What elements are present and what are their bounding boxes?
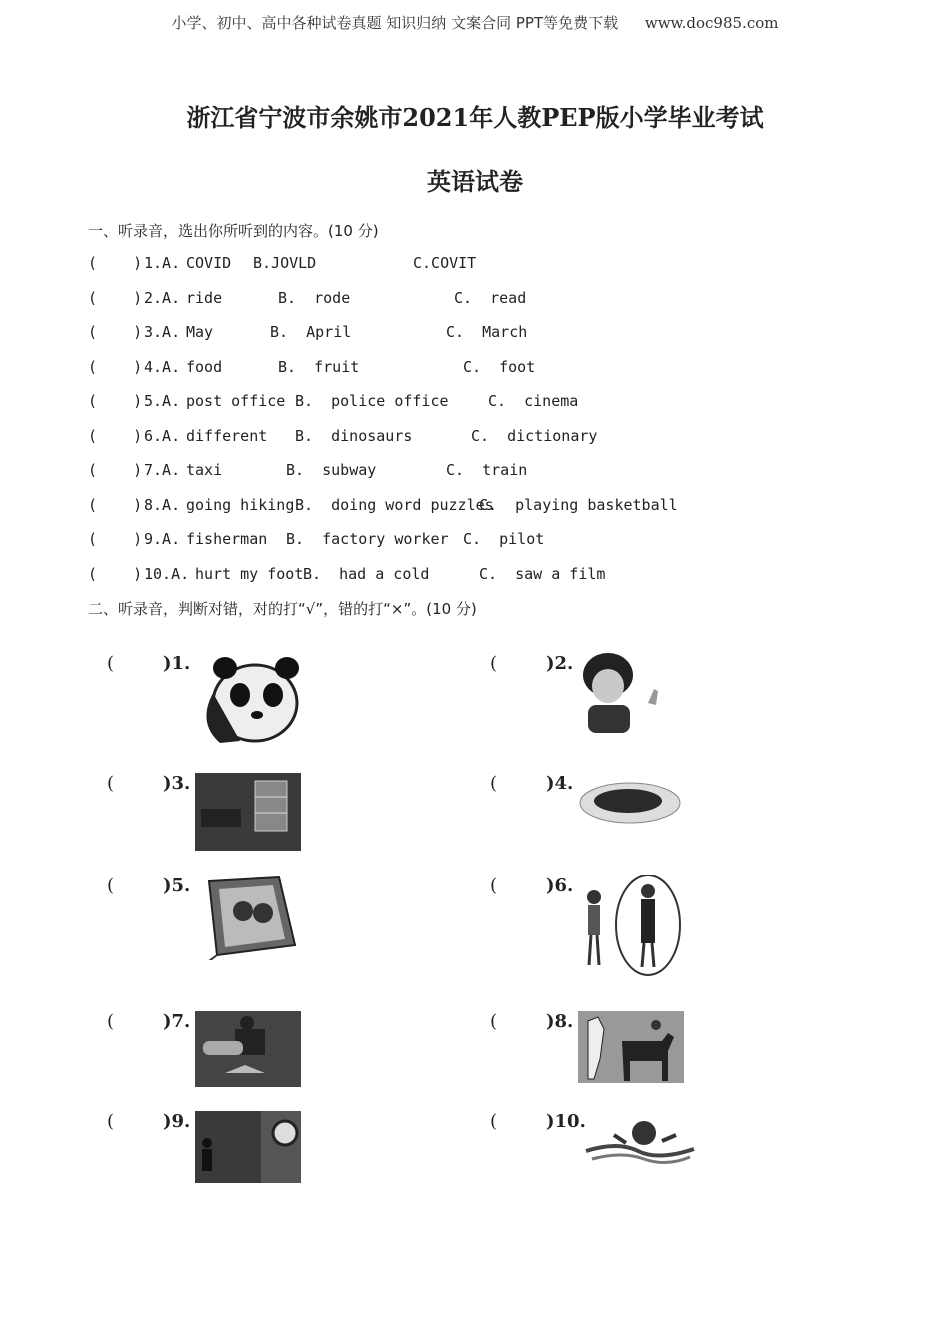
option-b[interactable]: B. dinosaurs [295,426,413,445]
answer-bracket[interactable]: ( [490,1111,498,1132]
picture-number: )3. [163,773,191,794]
option-b[interactable]: B. rode [278,288,351,307]
answer-bracket[interactable]: ( [490,1011,498,1032]
picture-item [107,773,507,883]
room-clock-icon [195,1111,301,1183]
option-c[interactable]: C. cinema [488,392,579,410]
option-c[interactable]: C.COVIT [413,254,477,272]
question-number: 6.A. [144,426,181,445]
picture-item [490,1111,890,1221]
office-room-icon [195,773,301,851]
answer-bracket[interactable]: ( [490,773,498,794]
picture-item [107,1011,507,1121]
answer-bracket[interactable]: ( [107,1011,115,1032]
question-number: 8.A. [144,495,181,514]
option-c[interactable]: C. March [446,323,528,341]
option-b[interactable]: B. police office [295,392,449,410]
exam-subtitle: 英语试卷 [427,167,523,196]
header-url[interactable]: www.doc985.com [644,14,779,32]
option-c[interactable]: C. foot [463,357,536,376]
picture-item [107,1111,507,1221]
answer-bracket[interactable]: ( [107,773,115,794]
answer-bracket[interactable]: ( [107,875,115,896]
option-b[interactable]: B. factory worker [286,530,449,548]
answer-bracket[interactable]: ( ) [88,564,143,583]
picture-number: )6. [546,875,574,896]
option-a[interactable]: COVID [186,254,232,272]
option-c[interactable]: C. dictionary [471,426,598,445]
option-a[interactable]: different [186,426,268,445]
header-text: 小学、初中、高中各种试卷真题 知识归纳 文案合同 PPT等免费下载 [171,14,619,32]
picture-number: )8. [546,1011,574,1032]
picture-number: )10. [546,1111,586,1132]
answer-bracket[interactable]: ( [490,875,498,896]
section1-heading: 一、听录音，选出你所听到的内容。(10 分) [88,222,379,240]
question-number: 10.A. [144,564,190,583]
answer-bracket[interactable]: ( ) [88,254,143,272]
option-a[interactable]: post office [186,392,286,410]
answer-bracket[interactable]: ( ) [88,495,143,514]
picture-item [490,875,890,985]
question-number: 2.A. [144,288,181,307]
answer-bracket[interactable]: ( ) [88,357,143,376]
option-a[interactable]: taxi [186,461,223,479]
picture-number: )1. [163,653,191,674]
option-a[interactable]: going hiking [186,495,295,514]
answer-bracket[interactable]: ( ) [88,461,143,479]
option-b[interactable]: B.JOVLD [253,254,317,272]
horse-riding-icon [578,1011,684,1083]
option-b[interactable]: B. had a cold [303,564,430,583]
picture-number: )7. [163,1011,191,1032]
question-number: 9.A. [144,530,181,548]
picture-number: )5. [163,875,191,896]
picture-item [490,773,890,883]
picture-number: )2. [546,653,574,674]
food-plate-icon [578,773,688,833]
question-number: 5.A. [144,392,181,410]
cleaning-icon [195,1011,301,1087]
girl-waving-icon [578,653,678,738]
question-number: 1.A. [144,254,181,272]
option-a[interactable]: food [186,357,223,376]
answer-bracket[interactable]: ( [107,653,115,674]
picture-item [490,653,890,763]
option-a[interactable]: ride [186,288,223,307]
option-b[interactable]: B. subway [286,461,377,479]
page-header [0,12,950,33]
option-c[interactable]: C. train [446,461,528,479]
panda-icon [195,653,305,748]
answer-bracket[interactable]: ( [107,1111,115,1132]
question-number: 3.A. [144,323,181,341]
answer-bracket[interactable]: ( ) [88,288,143,307]
option-a[interactable]: May [186,323,214,341]
picture-item [107,875,507,985]
option-b[interactable]: B. April [270,323,352,341]
option-a[interactable]: fisherman [186,530,268,548]
option-a[interactable]: hurt my foot [195,564,304,583]
picture-number: )4. [546,773,574,794]
option-c[interactable]: C. playing basketball [479,495,678,514]
option-c[interactable]: C. saw a film [479,564,606,583]
picture-item [490,1011,890,1121]
answer-bracket[interactable]: ( ) [88,392,143,410]
option-c[interactable]: C. pilot [463,530,545,548]
question-number: 7.A. [144,461,181,479]
answer-bracket[interactable]: ( ) [88,426,143,445]
exam-title: 浙江省宁波市余姚市2021年人教PEP版小学毕业考试 [186,103,764,132]
girl-and-woman-icon [578,875,688,980]
option-c[interactable]: C. read [454,288,527,307]
swimming-icon [578,1111,698,1171]
section2-heading: 二、听录音，判断对错，对的打“√”，错的打“×”。(10 分) [88,600,477,618]
answer-bracket[interactable]: ( ) [88,530,143,548]
option-b[interactable]: B. fruit [278,357,360,376]
answer-bracket[interactable]: ( [490,653,498,674]
picture-number: )9. [163,1111,191,1132]
photo-frame-icon [195,875,305,960]
answer-bracket[interactable]: ( ) [88,323,143,341]
option-b[interactable]: B. doing word puzzles [295,495,494,514]
picture-item [107,653,507,763]
question-number: 4.A. [144,357,181,376]
